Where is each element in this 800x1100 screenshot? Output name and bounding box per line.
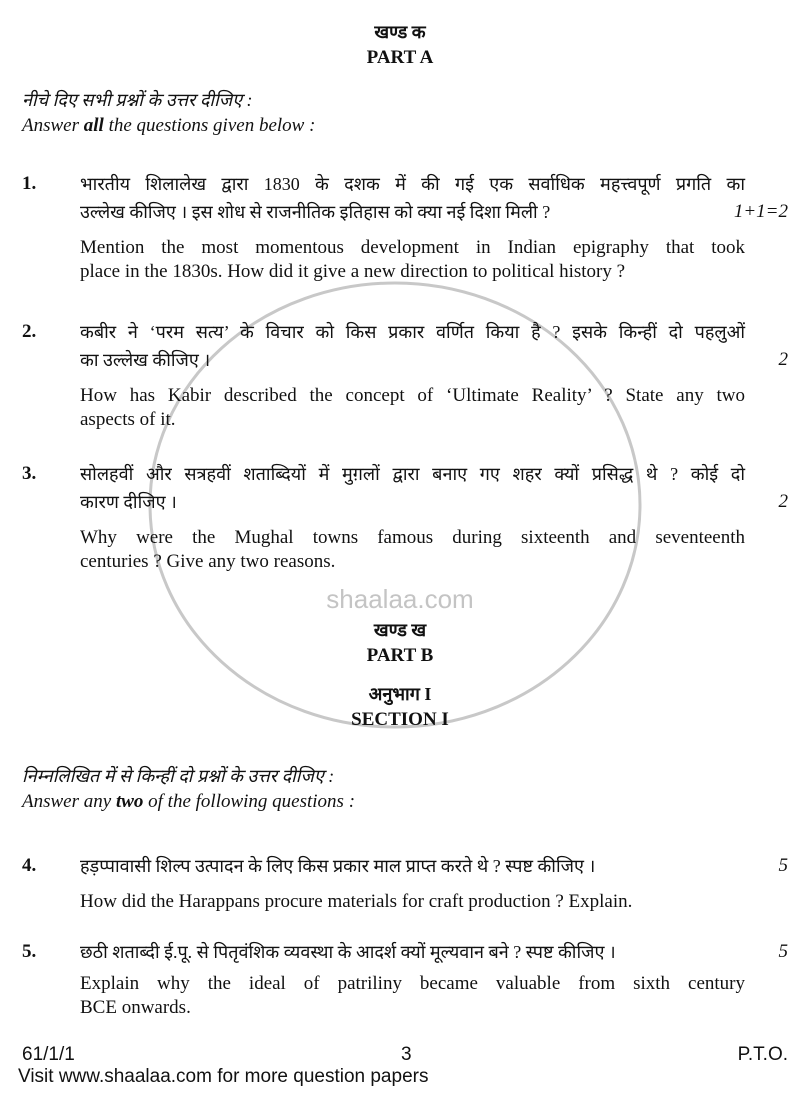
question-1-english-line-2: place in the 1830s. How did it give a new direction to political history ? xyxy=(80,261,626,282)
question-5 xyxy=(22,938,788,1020)
question-1 xyxy=(22,170,788,284)
question-4-marks: 5 xyxy=(778,855,789,876)
visit-link[interactable]: Visit www.shaalaa.com for more question papers xyxy=(18,1066,429,1087)
question-3-english-line-2: centuries ? Give any two reasons. xyxy=(80,551,336,572)
question-3-hindi-line-1: सोलहवीं और सत्रहवीं शताब्दियों में मुग़लों द्वारा बनाए गए शहर क्यों प्रसिद्ध थे ? कोई दो xyxy=(80,464,745,484)
question-5-hindi-line-1: छठी शताब्दी ई.पू. से पितृवंशिक व्यवस्था के आदर्श क्यों मूल्यवान बने ? स्पष्ट कीजिए । xyxy=(80,942,616,962)
question-4-hindi-line-1: हड़प्पावासी शिल्प उत्पादन के लिए किस प्रकार माल प्राप्त करते थे ? स्पष्ट कीजिए । xyxy=(80,856,596,876)
question-2-hindi-line-1: कबीर ने ‘परम सत्य’ के विचार को किस प्रकार वर्णित किया है ? इसके किन्हीं दो पहलुओं xyxy=(80,322,745,342)
question-2 xyxy=(22,318,788,432)
question-3-english-line-1: Why were the Mughal towns famous during sixteenth and seventeenth xyxy=(80,527,745,548)
part-b-hindi-heading: खण्ड ख xyxy=(373,620,427,640)
paper-code: 61/1/1 xyxy=(22,1044,75,1065)
question-1-hindi-line-2: उल्लेख कीजिए । इस शोध से राजनीतिक इतिहास को क्या नई दिशा मिली ? xyxy=(80,202,551,222)
part-a-instruction: Answer all the questions given below : xyxy=(22,115,316,136)
question-2-marks: 2 xyxy=(778,349,788,370)
question-2-number: 2. xyxy=(22,321,37,342)
footer xyxy=(22,1044,788,1066)
question-3-hindi-line-2: कारण दीजिए । xyxy=(80,492,177,512)
question-3-number: 3. xyxy=(22,463,37,484)
part-a-instruction-hindi: नीचे दिए सभी प्रश्नों के उत्तर दीजिए : xyxy=(22,90,253,110)
question-4-english-line-1: How did the Harappans procure materials for craft production ? Explain. xyxy=(80,891,633,912)
question-2-hindi-line-2: का उल्लेख कीजिए । xyxy=(80,350,211,370)
question-1-number: 1. xyxy=(22,173,37,194)
question-1-hindi-line-1: भारतीय शिलालेख द्वारा 1830 के दशक में की गई एक सर्वाधिक महत्त्वपूर्ण प्रगति का xyxy=(80,174,745,194)
section-hindi-heading: अनुभाग I xyxy=(368,684,432,704)
part-b-instruction: Answer any two of the following questions : xyxy=(22,791,356,812)
question-1-marks: 1+1=2 xyxy=(733,201,788,222)
question-5-number: 5. xyxy=(22,941,37,962)
section-heading: SECTION I xyxy=(351,709,449,730)
page-number: 3 xyxy=(400,1044,412,1065)
part-a-heading: PART A xyxy=(366,47,434,68)
question-3-marks: 2 xyxy=(778,491,789,512)
question-5-english-line-1: Explain why the ideal of patriliny became valuable from sixth century xyxy=(80,973,745,994)
question-2-english-line-1: How has Kabir described the concept of ‘Ultimate Reality’ ? State any two xyxy=(80,385,745,406)
watermark-text: shaalaa.com xyxy=(326,584,474,614)
question-5-marks: 5 xyxy=(778,941,788,962)
question-2-english-line-2: aspects of it. xyxy=(80,409,176,430)
part-b-heading: PART B xyxy=(366,645,434,666)
please-turn-over: P.T.O. xyxy=(737,1044,788,1065)
question-5-english-line-2: BCE onwards. xyxy=(80,997,191,1018)
part-a-hindi-heading: खण्ड क xyxy=(374,22,426,42)
part-b-instruction-hindi: निम्नलिखित में से किन्हीं दो प्रश्नों के उत्तर दीजिए : xyxy=(22,766,335,786)
question-4 xyxy=(22,852,788,914)
question-3 xyxy=(22,460,788,574)
question-4-number: 4. xyxy=(22,855,37,876)
question-1-english-line-1: Mention the most momentous development in Indian epigraphy that took xyxy=(80,237,745,258)
